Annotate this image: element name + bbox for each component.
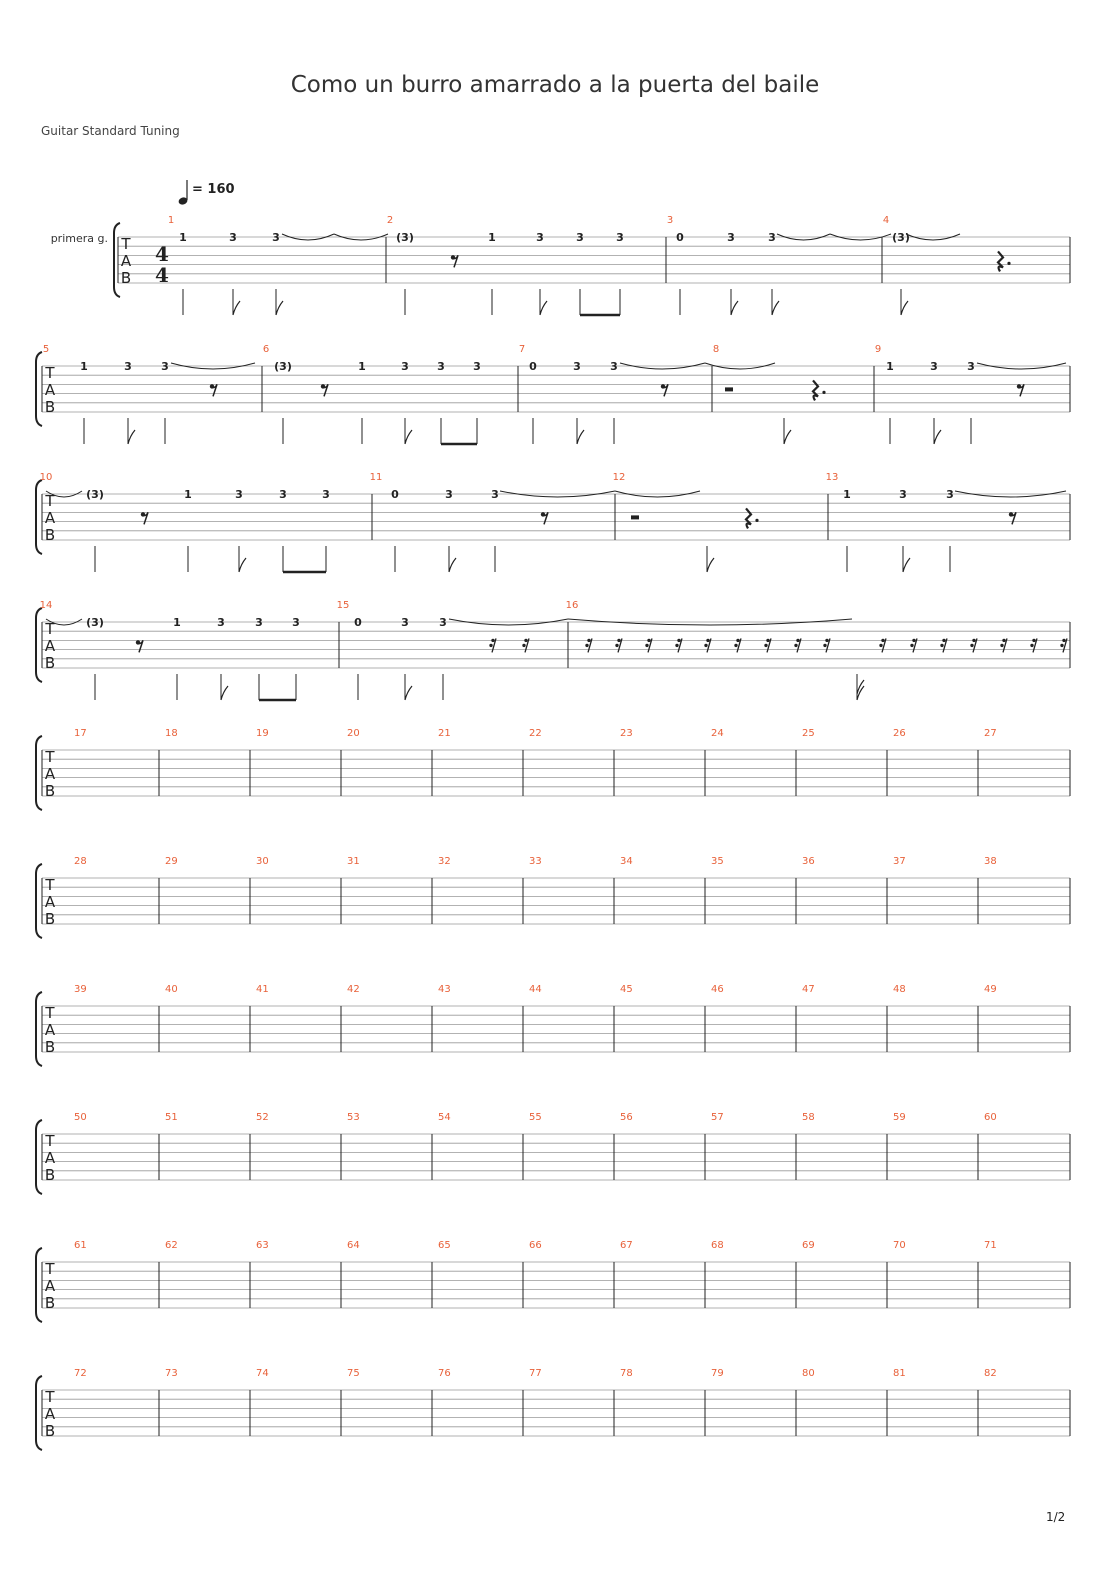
measure-number: 21 [438,728,451,739]
measure-number: 75 [347,1368,360,1379]
rest-dot [1062,639,1065,642]
measure-number: 55 [529,1112,542,1123]
measure-number: 61 [74,1240,87,1251]
tab-letter-a: A [44,765,56,783]
tab-letter-b: B [44,1038,56,1056]
tab-letter-t: T [45,1132,55,1150]
rest-dot [1007,262,1010,265]
rest-dot [823,644,826,647]
measure-number: 18 [165,728,178,739]
measure-number: 77 [529,1368,542,1379]
fret-number: 3 [610,360,618,373]
fret-number: 3 [229,231,237,244]
fret-number: 3 [272,231,280,244]
fret-number: 3 [124,360,132,373]
fret-number: 3 [899,488,907,501]
tab-letter-t: T [45,1004,55,1022]
measure-number: 6 [262,344,270,355]
staff-system [36,736,1070,810]
measure-number: 57 [711,1112,724,1123]
half-rest-icon [631,515,639,519]
note-flag [276,301,283,315]
note-flag [577,430,584,444]
rest-dot [1060,644,1063,647]
measure-number: 81 [893,1368,906,1379]
rest-dot [940,644,943,647]
note-flag [239,558,246,572]
fret-number: 3 [439,616,447,629]
measure-number: 27 [984,728,997,739]
fret-number: 1 [843,488,851,501]
eighth-rest-icon [136,640,143,652]
tab-letter-a: A [44,893,56,911]
measure-number: 70 [893,1240,906,1251]
measure-number: 42 [347,984,360,995]
rest-dot [764,644,767,647]
fret-number: 3 [616,231,624,244]
half-rest-icon [725,387,733,391]
fret-number: 0 [676,231,684,244]
fret-number: (3) [86,488,104,501]
fret-number: 1 [179,231,187,244]
measure-number: 48 [893,984,906,995]
staff-system [36,1376,1070,1450]
measure-number: 35 [711,856,724,867]
tab-letter-a: A [44,1021,56,1039]
fret-number: 3 [217,616,225,629]
dotted-quarter-rest-icon [813,380,826,400]
measure-number: 76 [438,1368,451,1379]
fret-number: 3 [536,231,544,244]
rest-dot [524,639,527,642]
measure-number: 74 [256,1368,269,1379]
measure-number: 29 [165,856,178,867]
measure-number: 25 [802,728,815,739]
note-flag [405,686,412,700]
tab-letter-t: T [45,364,55,382]
measure-number: 43 [438,984,451,995]
note-flag [857,686,864,700]
track-name: primera g. [50,232,108,245]
tab-letter-a: A [120,252,132,270]
fret-number: 0 [391,488,399,501]
eighth-rest-icon [1009,512,1016,524]
note-flag [707,558,714,572]
system-bracket [36,736,42,810]
fret-number: 3 [491,488,499,501]
fret-number: 3 [255,616,263,629]
system-bracket [36,992,42,1066]
system-bracket [114,223,120,297]
tab-letter-a: A [44,1405,56,1423]
time-signature-top: 4 [155,242,169,266]
rest-dot [704,644,707,647]
measure-number: 52 [256,1112,269,1123]
measure-number: 53 [347,1112,360,1123]
fret-number: 3 [727,231,735,244]
measure-number: 16 [565,600,579,611]
measure-number: 2 [386,215,394,226]
measure-number: 5 [42,344,50,355]
rest-dot [1032,639,1035,642]
rest-dot [675,644,678,647]
tab-letter-b: B [44,654,56,672]
measure-number: 14 [39,600,53,611]
song-title: Como un burro amarrado a la puerta del baile [290,72,820,98]
fret-number: (3) [86,616,104,629]
rest-shape [813,380,818,400]
tab-letter-t: T [45,492,55,510]
staff-system [36,864,1070,938]
fret-number: 3 [473,360,481,373]
tab-letter-t: T [45,620,55,638]
measure-number: 82 [984,1368,997,1379]
rest-dot [879,644,882,647]
page-number: 1/2 [1046,1510,1066,1524]
measure-number: 67 [620,1240,633,1251]
fret-number: 3 [576,231,584,244]
rest-dot [755,519,758,522]
fret-number: 3 [967,360,975,373]
measure-number: 41 [256,984,269,995]
time-signature-bottom: 4 [155,263,169,287]
rest-dot [972,639,975,642]
eighth-rest-icon [661,384,668,396]
fret-number: 3 [946,488,954,501]
measure-number: 60 [984,1112,997,1123]
note-flag [731,301,738,315]
measure-number: 73 [165,1368,178,1379]
rest-dot [1002,639,1005,642]
rest-dot [706,639,709,642]
fret-number: 0 [529,360,537,373]
fret-number: 3 [235,488,243,501]
fret-number: 1 [80,360,88,373]
measure-number: 46 [711,984,724,995]
note-flag [934,430,941,444]
measure-number: 10 [39,472,53,483]
measure-number: 51 [165,1112,178,1123]
rest-dot [587,639,590,642]
note-flag [128,430,135,444]
fret-number: 3 [292,616,300,629]
tab-letter-a: A [44,381,56,399]
staff-system [114,223,1070,297]
measure-number: 32 [438,856,451,867]
tab-letter-b: B [44,782,56,800]
eighth-rest-icon [451,255,458,267]
measure-number: 79 [711,1368,724,1379]
system-bracket [36,1120,42,1194]
measure-number: 38 [984,856,997,867]
note-flag [772,301,779,315]
rest-dot [881,639,884,642]
measure-number: 7 [518,344,526,355]
rest-dot [736,639,739,642]
rest-dot [647,639,650,642]
rest-dot [491,639,494,642]
measure-number: 40 [165,984,178,995]
fret-number: 3 [279,488,287,501]
measure-number: 64 [347,1240,360,1251]
note-flag [903,558,910,572]
fret-number: 3 [401,360,409,373]
measure-number: 24 [711,728,724,739]
tab-letter-a: A [44,637,56,655]
tab-letter-b: B [44,1166,56,1184]
eighth-rest-icon [1017,384,1024,396]
fret-number: 0 [354,616,362,629]
fret-number: 1 [488,231,496,244]
tempo-value: = 160 [192,182,235,197]
note-flag [221,686,228,700]
tab-letter-b: B [44,526,56,544]
measure-number: 15 [336,600,350,611]
tab-letter-a: A [44,509,56,527]
staff-system [36,1120,1070,1194]
measure-number: 62 [165,1240,178,1251]
fret-number: 3 [437,360,445,373]
eighth-rest-icon [210,384,217,396]
rest-dot [796,639,799,642]
tab-letter-b: B [44,910,56,928]
measure-number: 44 [529,984,542,995]
system-bracket [36,480,42,554]
fret-number: 3 [930,360,938,373]
measure-number: 69 [802,1240,815,1251]
fret-number: 1 [184,488,192,501]
system-bracket [36,608,42,682]
tab-letter-t: T [45,876,55,894]
rest-dot [522,644,525,647]
tab-letter-a: A [44,1149,56,1167]
measure-number: 56 [620,1112,633,1123]
tempo-marking [178,180,189,206]
measure-number: 80 [802,1368,815,1379]
measure-number: 71 [984,1240,997,1251]
staff-system [36,1248,1070,1322]
rest-dot [970,644,973,647]
system-bracket [36,1248,42,1322]
fret-number: 3 [401,616,409,629]
rest-dot [645,644,648,647]
measure-number: 59 [893,1112,906,1123]
dotted-quarter-rest-icon [746,508,759,528]
tab-letter-t: T [45,1388,55,1406]
measure-number: 31 [347,856,360,867]
tuning-label: Guitar Standard Tuning [41,124,180,138]
fret-number: (3) [274,360,292,373]
measure-number: 49 [984,984,997,995]
measure-number: 68 [711,1240,724,1251]
fret-number: (3) [396,231,414,244]
rest-dot [585,644,588,647]
fret-number: 3 [573,360,581,373]
rest-dot [910,644,913,647]
measure-number: 45 [620,984,633,995]
measure-number: 72 [74,1368,87,1379]
staff-system [36,992,1070,1066]
fret-number: 1 [358,360,366,373]
rest-dot [942,639,945,642]
note-flag [449,558,456,572]
rest-dot [617,639,620,642]
measure-number: 20 [347,728,360,739]
measure-number: 58 [802,1112,815,1123]
measure-number: 3 [666,215,674,226]
measure-number: 33 [529,856,542,867]
fret-number: 3 [768,231,776,244]
eighth-rest-icon [541,512,548,524]
eighth-rest-icon [321,384,328,396]
measure-number: 65 [438,1240,451,1251]
note-flag [540,301,547,315]
system-bracket [36,864,42,938]
measure-number: 47 [802,984,815,995]
tab-letter-t: T [45,1260,55,1278]
fret-number: 3 [161,360,169,373]
measure-number: 13 [825,472,839,483]
measure-number: 78 [620,1368,633,1379]
measure-number: 9 [874,344,882,355]
system-bracket [36,352,42,426]
note-flag [233,301,240,315]
measure-number: 30 [256,856,269,867]
measure-number: 8 [712,344,720,355]
measure-number: 63 [256,1240,269,1251]
measure-number: 1 [167,215,175,226]
rest-shape [998,251,1003,271]
tab-letter-a: A [44,1277,56,1295]
tab-letter-b: B [120,269,132,287]
measure-number: 54 [438,1112,451,1123]
rest-dot [794,644,797,647]
eighth-rest-icon [141,512,148,524]
rest-dot [912,639,915,642]
system-bracket [36,1376,42,1450]
tab-letter-t: T [45,748,55,766]
measure-number: 34 [620,856,633,867]
measure-number: 12 [612,472,626,483]
rest-dot [1000,644,1003,647]
tab-letter-b: B [44,1294,56,1312]
tab-letter-b: B [44,1422,56,1440]
measure-number: 22 [529,728,542,739]
rest-dot [825,639,828,642]
rest-dot [734,644,737,647]
measure-number: 23 [620,728,633,739]
measure-number: 26 [893,728,906,739]
measure-number: 4 [882,215,890,226]
fret-number: 1 [173,616,181,629]
fret-number: (3) [892,231,910,244]
measure-number: 11 [369,472,383,483]
fret-number: 3 [322,488,330,501]
fret-number: 3 [445,488,453,501]
measure-number: 50 [74,1112,87,1123]
measure-number: 36 [802,856,815,867]
dotted-quarter-rest-icon [998,251,1011,271]
note-flag [901,301,908,315]
rest-shape [746,508,751,528]
note-flag [405,430,412,444]
measure-number: 39 [74,984,87,995]
measure-number: 28 [74,856,87,867]
rest-dot [1030,644,1033,647]
measure-number: 37 [893,856,906,867]
tab-letter-t: T [121,235,131,253]
rest-dot [489,644,492,647]
fret-number: 1 [886,360,894,373]
measure-number: 17 [74,728,87,739]
staff-system [36,352,1070,426]
tab-letter-b: B [44,398,56,416]
note-flag [784,430,791,444]
measure-number: 19 [256,728,269,739]
rest-dot [615,644,618,647]
measure-number: 66 [529,1240,542,1251]
rest-dot [766,639,769,642]
rest-dot [677,639,680,642]
rest-dot [822,391,825,394]
